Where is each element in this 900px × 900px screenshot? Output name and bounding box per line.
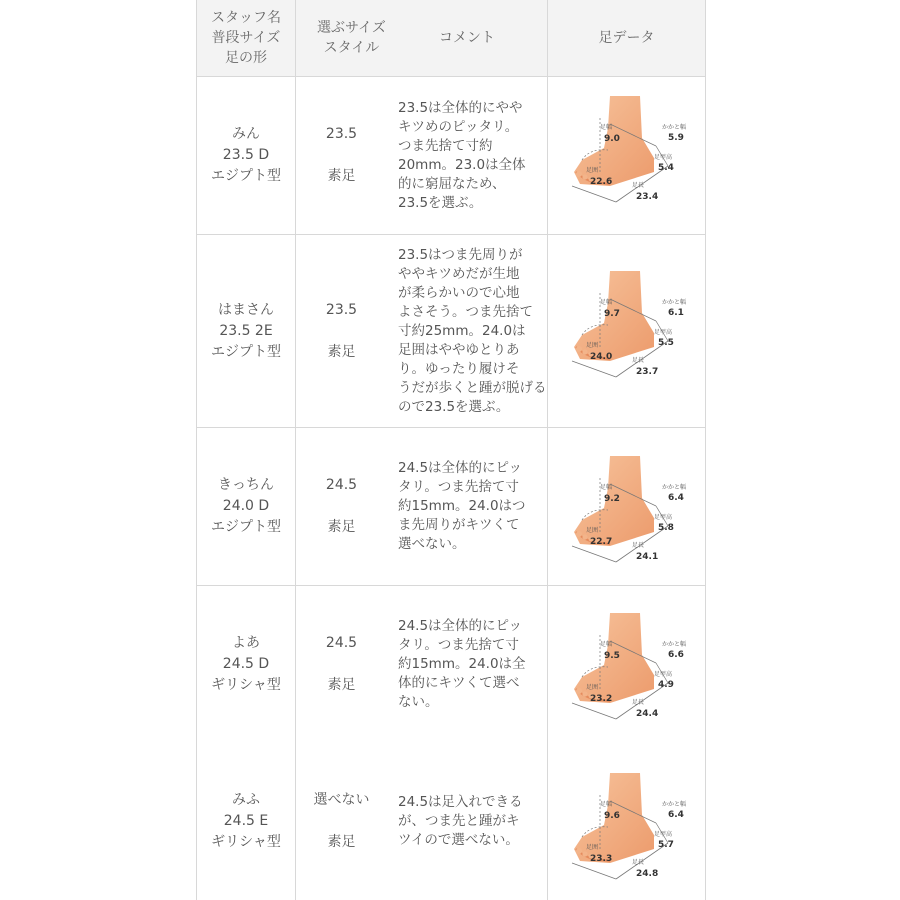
- foot-measure-label: 足幅: [600, 484, 613, 491]
- foot-measure-label: 足幅: [600, 641, 613, 648]
- foot-measure-label: 足甲高: [654, 514, 673, 521]
- heel-width-value: 6.6: [668, 650, 684, 660]
- foot-measure-label: 足長: [632, 357, 645, 364]
- foot-measure-label: 足甲高: [654, 154, 673, 161]
- staff-cell: きっちん 24.0 D エジプト型: [211, 477, 281, 535]
- foot-illustration: [570, 263, 690, 383]
- instep-height-value: 5.8: [658, 523, 674, 533]
- foot-illustration: [570, 605, 690, 725]
- foot-girth-value: 23.3: [590, 854, 613, 864]
- comment-cell: 23.5は全体的にやや キツめのピッタリ。 つま先捨て寸約 20mm。23.0は全体 的に窮屈なため、 23.5を選ぶ。: [398, 99, 526, 211]
- instep-height-value: 5.7: [658, 840, 674, 850]
- foot-width-value: 9.5: [604, 651, 620, 661]
- instep-height-value: 5.5: [658, 338, 674, 348]
- foot-measure-label: 足幅: [600, 124, 613, 131]
- size-style-cell: 23.5 素足: [325, 126, 358, 184]
- foot-width-value: 9.7: [604, 309, 620, 319]
- foot-measure-label: かかと幅: [662, 641, 687, 648]
- header-staff: スタッフ名 普段サイズ 足の形: [211, 10, 281, 66]
- foot-measure-label: 足囲: [586, 844, 599, 851]
- size-style-cell: 24.5 素足: [325, 477, 358, 535]
- size-style-cell: 23.5 素足: [325, 301, 358, 360]
- comment-cell: 24.5は全体的にピッ タリ。つま先捨て寸 約15mm。24.0は全 体的にキツくて選べ ない。: [398, 618, 526, 710]
- foot-measure-label: 足囲: [586, 527, 599, 534]
- foot-data: [570, 765, 690, 885]
- foot-illustration: [570, 88, 690, 208]
- foot-illustration: [570, 448, 690, 568]
- foot-measure-label: 足甲高: [654, 671, 673, 678]
- foot-measure-label: かかと幅: [662, 801, 687, 808]
- foot-measure-label: かかと幅: [662, 484, 687, 491]
- foot-length-value: 23.4: [636, 192, 659, 202]
- instep-height-value: 5.4: [658, 163, 674, 173]
- foot-length-value: 24.8: [636, 869, 659, 879]
- foot-width-value: 9.6: [604, 811, 620, 821]
- foot-girth-value: 24.0: [590, 352, 613, 362]
- header-foot-data: 足データ: [598, 30, 655, 46]
- comment-cell: 23.5はつま先周りが ややキツめだが生地 が柔らかいので心地 よさそう。つま先捨て 寸約25mm。24.0は 足囲はややゆとりあ り。ゆったり履けそ うだが歩くと踵が脱げる ので23.5を選ぶ。: [398, 246, 547, 415]
- foot-data: [570, 88, 690, 208]
- comment-cell: 24.5は全体的にピッ タリ。つま先捨て寸 約15mm。24.0はつ ま先周りがキツくて 選べない。: [398, 460, 526, 552]
- foot-measure-label: かかと幅: [662, 124, 687, 131]
- foot-measure-label: 足甲高: [654, 329, 673, 336]
- foot-measure-label: 足長: [632, 859, 645, 866]
- foot-measure-label: 足囲: [586, 342, 599, 349]
- foot-measure-label: 足囲: [586, 684, 599, 691]
- foot-measure-label: 足長: [632, 542, 645, 549]
- staff-cell: はまさん 23.5 2E エジプト型: [211, 301, 281, 360]
- foot-illustration: [570, 765, 690, 885]
- comment-cell: 24.5は足入れできる が、つま先と踵がキ ツイので選べない。: [398, 794, 523, 848]
- size-style-cell: 選べない 素足: [313, 792, 370, 850]
- heel-width-value: 6.1: [668, 308, 684, 318]
- foot-data: [570, 448, 690, 568]
- staff-cell: よあ 24.5 D ギリシャ型: [211, 635, 281, 693]
- foot-width-value: 9.2: [604, 494, 620, 504]
- foot-measure-label: 足囲: [586, 167, 599, 174]
- foot-measure-label: 足長: [632, 182, 645, 189]
- foot-data: [570, 605, 690, 725]
- foot-measure-label: 足甲高: [654, 831, 673, 838]
- header-size: 選ぶサイズ スタイル: [317, 20, 386, 56]
- foot-girth-value: 22.6: [590, 177, 613, 187]
- staff-cell: みん 23.5 D エジプト型: [211, 126, 281, 184]
- foot-measure-label: 足幅: [600, 299, 613, 306]
- foot-measure-label: かかと幅: [662, 299, 687, 306]
- staff-cell: みふ 24.5 E ギリシャ型: [211, 792, 281, 850]
- foot-length-value: 24.4: [636, 709, 659, 719]
- foot-girth-value: 22.7: [590, 537, 613, 547]
- heel-width-value: 6.4: [668, 493, 684, 503]
- header-comment: コメント: [439, 30, 495, 46]
- foot-measure-label: 足長: [632, 699, 645, 706]
- foot-length-value: 24.1: [636, 552, 659, 562]
- heel-width-value: 6.4: [668, 810, 684, 820]
- instep-height-value: 4.9: [658, 680, 674, 690]
- heel-width-value: 5.9: [668, 133, 684, 143]
- foot-data: [570, 263, 690, 383]
- foot-width-value: 9.0: [604, 134, 620, 144]
- foot-girth-value: 23.2: [590, 694, 613, 704]
- size-style-cell: 24.5 素足: [325, 635, 358, 693]
- foot-measure-label: 足幅: [600, 801, 613, 808]
- foot-length-value: 23.7: [636, 367, 659, 377]
